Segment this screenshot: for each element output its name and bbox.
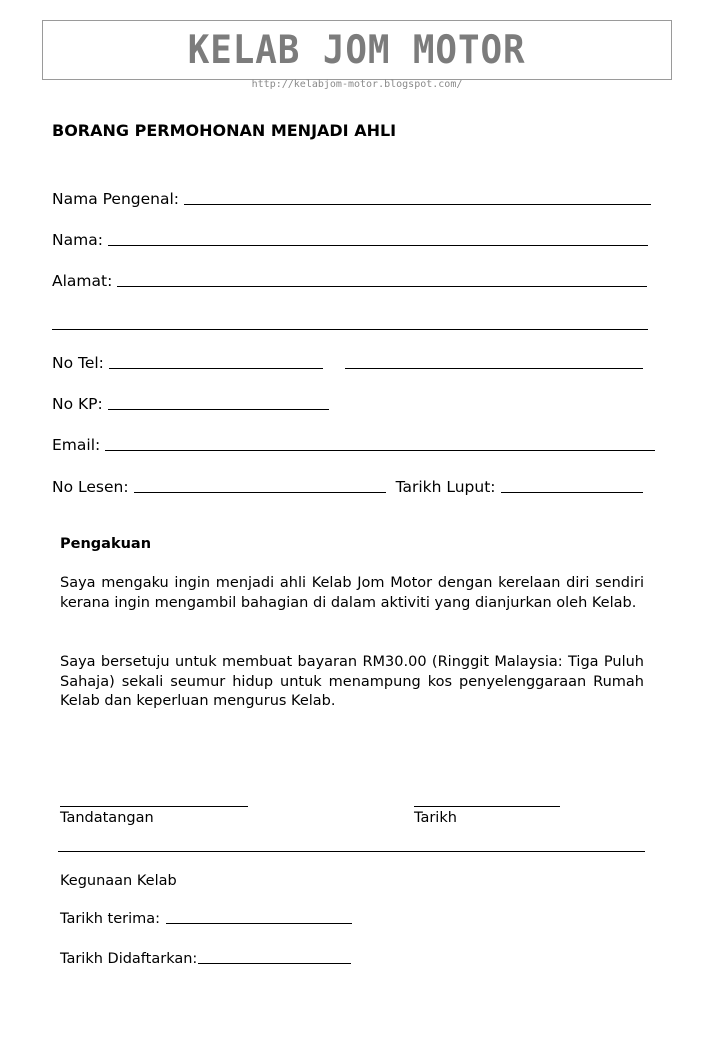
label-nama: Nama: [52,231,103,249]
row-nama [52,227,648,249]
club-title: KELAB JOM MOTOR [188,27,526,73]
declaration-paragraph-1: Saya mengaku ingin menjadi ahli Kelab Jom Motor dengan kerelaan diri sendiri kerana ingin mengambil bahagian di dalam aktiviti yang dianjurkan oleh Kelab. [60,575,644,611]
label-tarikh: Tarikh [414,810,457,826]
row-no-kp [52,391,329,413]
header-box [42,20,672,80]
field-tarikh-terima[interactable] [166,923,352,924]
label-no-kp: No KP: [52,395,103,413]
label-email: Email: [52,436,101,454]
row-alamat [52,268,647,290]
field-alamat-line1[interactable] [117,286,647,287]
office-use-title: Kegunaan Kelab [60,873,177,889]
row-no-tel [52,350,643,372]
row-nama-pengenal [52,186,651,208]
label-tandatangan: Tandatangan [60,810,154,826]
row-email [52,432,655,454]
field-no-kp[interactable] [108,409,329,410]
label-no-lesen: No Lesen: [52,478,129,496]
label-tarikh-didaftarkan: Tarikh Didaftarkan: [60,951,198,967]
field-no-lesen[interactable] [134,492,386,493]
field-nama-pengenal[interactable] [184,204,651,205]
declaration-title: Pengakuan [60,536,152,552]
label-alamat: Alamat: [52,272,113,290]
field-nama[interactable] [108,245,648,246]
field-email[interactable] [105,450,655,451]
label-tarikh-luput: Tarikh Luput: [395,478,496,496]
field-tarikh-didaftarkan[interactable] [198,963,351,964]
field-alamat-line2[interactable] [52,329,648,330]
field-no-tel-2[interactable] [345,368,643,369]
form-title: BORANG PERMOHONAN MENJADI AHLI [52,121,397,140]
row-tarikh-didaftarkan [60,951,351,967]
label-tarikh-terima: Tarikh terima: [60,911,161,927]
label-nama-pengenal: Nama Pengenal: [52,190,179,208]
field-tarikh-luput[interactable] [501,492,643,493]
row-tarikh-terima [60,911,352,927]
date-line[interactable] [414,806,560,807]
field-no-tel-1[interactable] [109,368,323,369]
declaration-paragraph-2: Saya bersetuju untuk membuat bayaran RM30.00 (Ringgit Malaysia: Tiga Puluh Sahaja) sekali seumur hidup untuk menampung kos penyelenggaraan Rumah Kelab dan keperluan mengurus Kelab. [60,654,644,709]
signature-line[interactable] [60,806,248,807]
label-no-tel: No Tel: [52,354,104,372]
blog-url: http://kelabjom-motor.blogspot.com/ [251,79,463,90]
section-divider [58,851,645,852]
row-no-lesen [52,474,643,496]
